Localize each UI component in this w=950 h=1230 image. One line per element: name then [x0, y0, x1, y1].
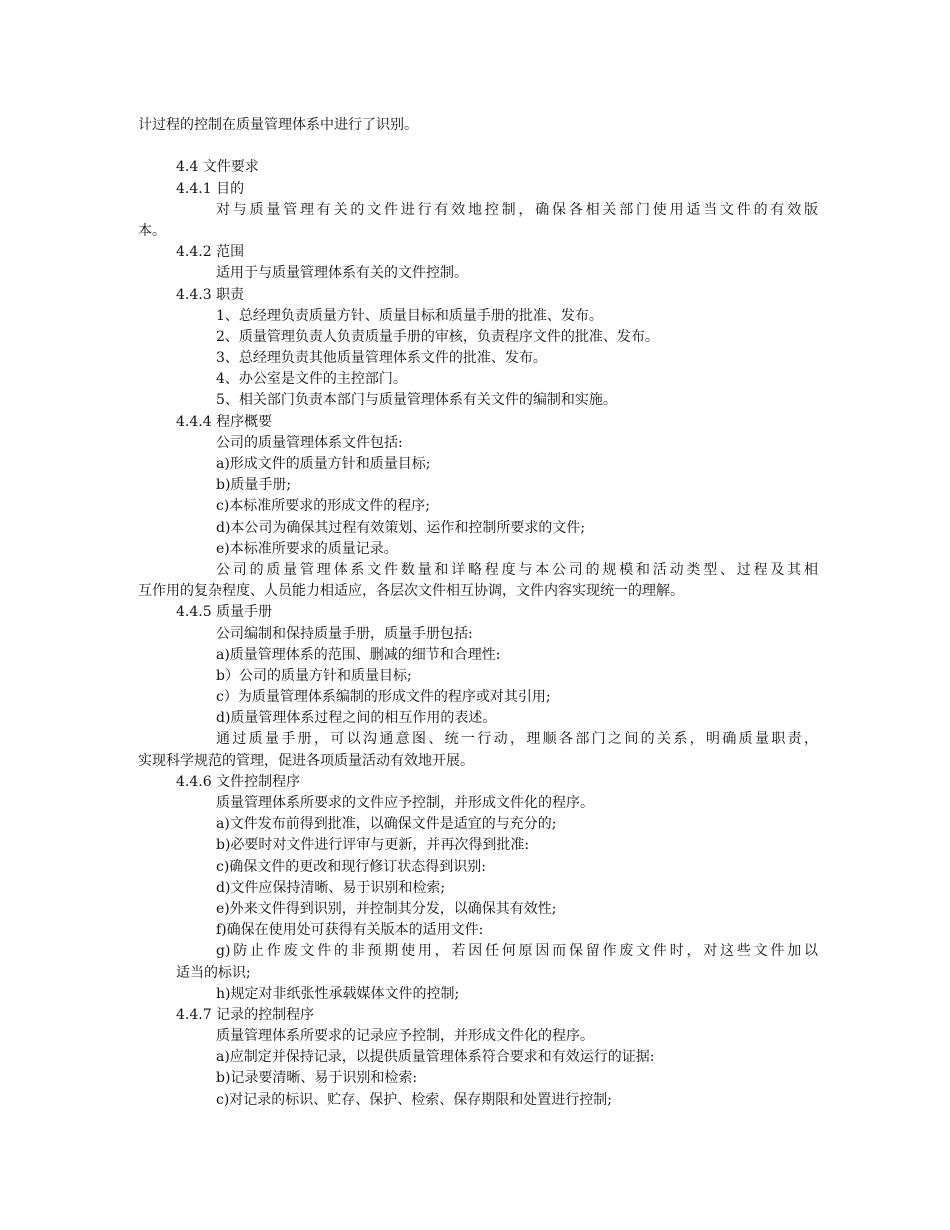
text-line: 通过质量手册，可以沟通意图、统一行动，理顺各部门之间的关系，明确质量职责，	[216, 731, 818, 748]
list-item: d)本公司为确保其过程有效策划、运作和控制所要求的文件;	[216, 519, 586, 536]
subsection-heading: 4.4.4 程序概要	[176, 413, 273, 430]
list-item: a)质量管理体系的范围、删减的细节和合理性:	[216, 646, 501, 663]
list-item: 3、总经理负责其他质量管理体系文件的批准、发布。	[216, 350, 547, 367]
list-item: d)文件应保持清晰、易于识别和检索;	[216, 879, 446, 896]
text-line: 公司编制和保持质量手册，质量手册包括:	[216, 625, 473, 642]
subsection-heading: 4.4.7 记录的控制程序	[176, 1006, 315, 1023]
text-line: 公司的质量管理体系文件包括:	[216, 434, 403, 451]
paragraph-gap	[138, 136, 818, 157]
list-item: c)确保文件的更改和现行修订状态得到识别:	[216, 858, 487, 875]
list-item: c)对记录的标识、贮存、保护、检索、保存期限和处置进行控制;	[216, 1091, 613, 1108]
subsection-heading: 4.4.3 职责	[176, 286, 245, 303]
subsection-heading: 4.4.1 目的	[176, 180, 245, 197]
subsection-heading: 4.4.2 范围	[176, 244, 245, 261]
list-item: f)确保在使用处可获得有关版本的适用文件:	[216, 922, 484, 939]
text-line: 计过程的控制在质量管理体系中进行了识别。	[138, 117, 418, 133]
list-item: 1、总经理负责质量方针、质量目标和质量手册的批准、发布。	[216, 307, 603, 324]
section-heading: 4.4 文件要求	[176, 159, 259, 176]
list-item: a)文件发布前得到批准，以确保文件是适宜的与充分的;	[216, 816, 557, 833]
list-item: 2、质量管理负责人负责质量手册的审核，负责程序文件的批准、发布。	[216, 328, 659, 345]
text-line: 质量管理体系所要求的文件应予控制，并形成文件化的程序。	[216, 795, 594, 811]
list-item: a)形成文件的质量方针和质量目标;	[216, 456, 431, 472]
text-line: 质量管理体系所要求的记录应予控制，并形成文件化的程序。	[216, 1028, 594, 1045]
list-item: b)必要时对文件进行评审与更新，并再次得到批准:	[216, 837, 530, 854]
list-item: e)本标准所要求的质量记录。	[216, 540, 398, 557]
list-item: d)质量管理体系过程之间的相互作用的表述。	[216, 710, 497, 727]
list-item: g)防止作废文件的非预期使用，若因任何原因而保留作废文件时，对这些文件加以	[216, 943, 818, 960]
text-line: 本。	[138, 222, 166, 239]
list-item: a)应制定并保持记录，以提供质量管理体系符合要求和有效运行的证据:	[216, 1049, 655, 1066]
subsection-heading: 4.4.6 文件控制程序	[176, 773, 301, 790]
text-line: 适当的标识;	[176, 964, 251, 981]
text-line: 互作用的复杂程度、人员能力相适应，各层次文件相互协调，文件内容实现统一的理解。	[138, 583, 684, 600]
list-item: b）公司的质量方针和质量目标;	[216, 667, 412, 684]
list-item: e)外来文件得到识别，并控制其分发，以确保其有效性;	[216, 900, 557, 917]
text-line: 对与质量管理有关的文件进行有效地控制，确保各相关部门使用适当文件的有效版	[216, 201, 818, 218]
document-body	[138, 115, 818, 1111]
list-item: c）为质量管理体系编制的形成文件的程序或对其引用;	[216, 689, 551, 706]
list-item: b)记录要清晰、易于识别和检索:	[216, 1070, 418, 1087]
list-item: c)本标准所要求的形成文件的程序;	[216, 498, 431, 515]
list-item: b)质量手册;	[216, 477, 292, 494]
list-item: 5、相关部门负责本部门与质量管理体系有关文件的编制和实施。	[216, 392, 617, 409]
list-item: h)规定对非纸张性承载媒体文件的控制;	[216, 985, 460, 1002]
text-line: 实现科学规范的管理，促进各项质量活动有效地开展。	[138, 752, 474, 769]
text-line: 公司的质量管理体系文件数量和详略程度与本公司的规模和活动类型、过程及其相	[216, 561, 818, 578]
subsection-heading: 4.4.5 质量手册	[176, 604, 273, 621]
list-item: 4、办公室是文件的主控部门。	[216, 371, 407, 388]
text-line: 适用于与质量管理体系有关的文件控制。	[216, 265, 468, 282]
